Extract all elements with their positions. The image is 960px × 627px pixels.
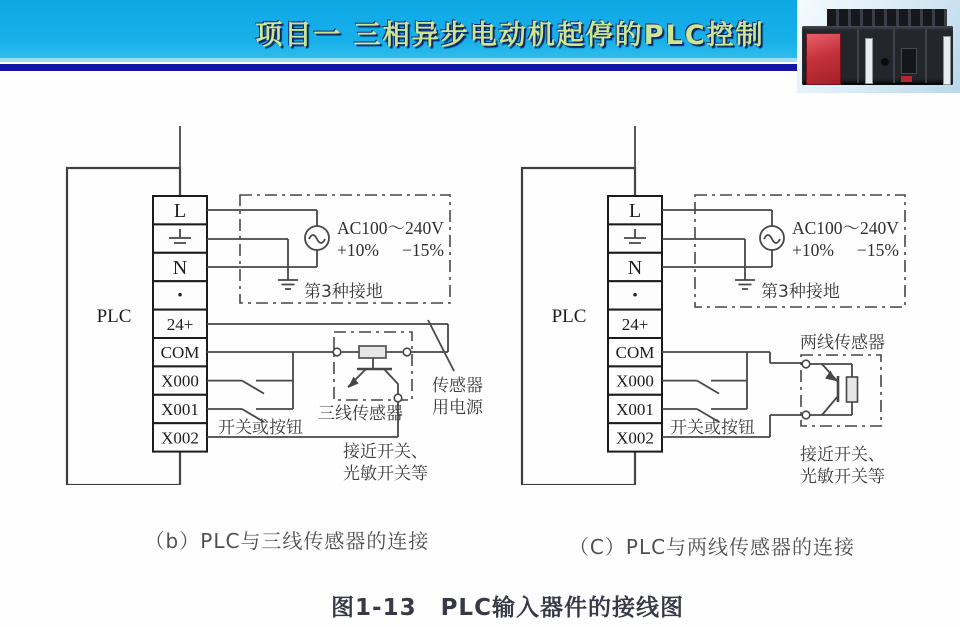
terminal-label-L: L xyxy=(173,200,187,222)
ac-voltage-label: AC100～240V xyxy=(337,218,444,238)
figure-title: 图1-13 PLC输入器件的接线图 xyxy=(331,595,684,621)
ac-voltage-label: AC100～240V xyxy=(792,218,899,238)
terminal-label-x001: X001 xyxy=(616,400,654,419)
plc-label: PLC xyxy=(96,306,132,327)
diagram-c-two-wire xyxy=(495,125,955,485)
ac-source-circle xyxy=(760,226,784,250)
terminal-block xyxy=(608,196,662,452)
plc-photo-separator xyxy=(925,28,927,83)
terminal-label-N: N xyxy=(627,257,643,279)
ac-supply-wires xyxy=(207,210,317,280)
terminal-label-x002: X002 xyxy=(616,428,654,448)
wire-node xyxy=(333,348,341,356)
terminal-block xyxy=(153,196,207,452)
sensor-resistor xyxy=(359,346,386,358)
wire-node xyxy=(802,411,810,419)
switch-label: 开关或按钮 xyxy=(218,418,303,438)
ac-tolerance-minus: −15% xyxy=(857,240,899,260)
wire-node xyxy=(403,348,411,356)
ac-tolerance-minus: −15% xyxy=(402,240,444,260)
sensor-label: 三线传感器 xyxy=(318,404,403,424)
plc-photo-slot xyxy=(943,36,951,85)
switch-label: 开关或按钮 xyxy=(670,418,755,438)
terminal-label-x001: X001 xyxy=(161,400,199,419)
sensor-examples-label: 接近开关、 xyxy=(343,442,428,462)
sensor-resistor xyxy=(847,377,858,402)
plc-photo-connector-red xyxy=(901,76,912,82)
wire-node xyxy=(394,394,402,402)
terminal-label-com: COM xyxy=(615,343,655,362)
sensor-examples-label: 光敏开关等 xyxy=(343,464,428,484)
terminal-label-24v: 24+ xyxy=(621,315,649,334)
sensor-label: 两线传感器 xyxy=(800,333,885,353)
plc-photo-slot xyxy=(865,38,873,84)
terminal-label-x000: X000 xyxy=(161,371,199,391)
three-wire-sensor xyxy=(333,332,412,402)
sensor-power-label: 用电源 xyxy=(432,398,483,418)
terminal-label-com: COM xyxy=(160,343,200,362)
sensor-examples-label: 接近开关、 xyxy=(800,445,885,465)
plc-photo-red-module xyxy=(806,33,841,85)
terminal-label-dot: · xyxy=(631,282,639,307)
ac-source-circle xyxy=(305,226,329,250)
transistor-arrow xyxy=(825,371,836,382)
plc-photo-separator xyxy=(893,28,895,83)
diagram-b-three-wire xyxy=(40,125,500,485)
terminal-label-dot: · xyxy=(176,282,184,307)
sensor-power-label: 传感器 xyxy=(432,376,483,396)
plc-photo-knob xyxy=(881,58,889,66)
sensor-power-pointer-line xyxy=(428,320,454,371)
caption-diagram-b: （b）PLC与三线传感器的连接 xyxy=(144,529,430,553)
ground-type-label: 第3种接地 xyxy=(304,282,383,302)
terminal-label-x000: X000 xyxy=(616,371,654,391)
earth-ground-icon xyxy=(278,280,298,289)
page-title: 项目一 三相异步电动机起停的PLC控制 xyxy=(255,20,765,51)
earth-ground-icon xyxy=(735,280,755,289)
plc-rack-photo xyxy=(797,0,960,93)
plc-photo-connector xyxy=(901,48,917,74)
terminal-label-L: L xyxy=(628,200,642,222)
ac-tolerance-plus: +10% xyxy=(792,240,834,260)
sensor-examples-label: 光敏开关等 xyxy=(800,467,885,485)
terminal-label-N: N xyxy=(172,257,188,279)
plc-label: PLC xyxy=(551,306,587,327)
caption-diagram-c: （C）PLC与两线传感器的连接 xyxy=(568,535,856,559)
two-wire-sensor xyxy=(801,355,881,426)
terminal-label-x002: X002 xyxy=(161,428,199,448)
ac-tolerance-plus: +10% xyxy=(337,240,379,260)
plc-photo-separator xyxy=(857,28,859,83)
ac-supply-wires xyxy=(662,210,772,280)
wire-node xyxy=(802,360,810,368)
terminal-label-24v: 24+ xyxy=(166,315,194,334)
ground-type-label: 第3种接地 xyxy=(761,282,840,302)
